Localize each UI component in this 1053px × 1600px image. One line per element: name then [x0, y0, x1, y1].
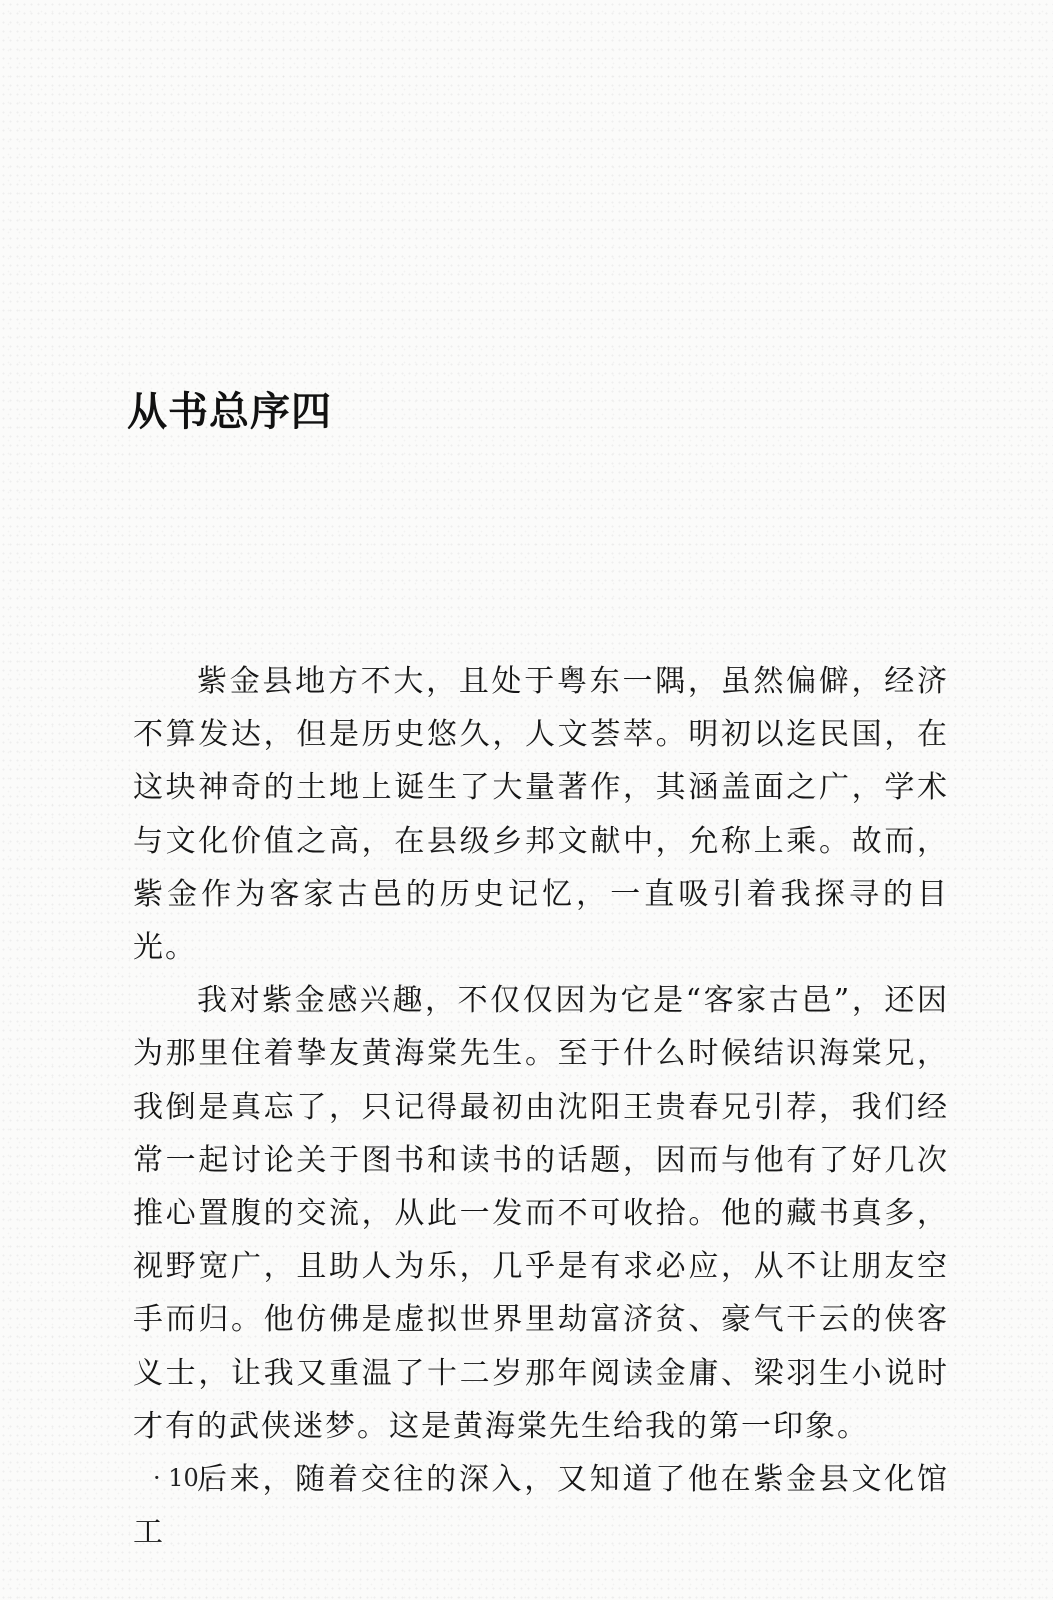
chapter-title: 从书总序四: [127, 389, 332, 435]
paragraph-1: 紫金县地方不大，且处于粤东一隅，虽然偏僻，经济不算发达，但是历史悠久，人文荟萃。明初以迄民国，在这块神奇的土地上诞生了大量著作，其涵盖面之广，学术与文化价值之高，在县级乡邦文献中，允称上乘。故而，紫金作为客家古邑的历史记忆，一直吸引着我探寻的目光。: [133, 664, 949, 966]
paragraph-3: 后来，随着交往的深入，又知道了他在紫金县文化馆工: [133, 1462, 949, 1551]
body-text: [133, 655, 949, 1559]
paragraph-2: 我对紫金感兴趣，不仅仅因为它是“客家古邑”，还因为那里住着挚友黄海棠先生。至于什么时候结识海棠兄，我倒是真忘了，只记得最初由沈阳王贵春兄引荐，我们经常一起讨论关于图书和读书的话题，因而与他有了好几次推心置腹的交流，从此一发而不可收拾。他的藏书真多，视野宽广，且助人为乐，几乎是有求必应，从不让朋友空手而归。他仿佛是虚拟世界里劫富济贫、豪气干云的侠客义士，让我又重温了十二岁那年阅读金庸、梁羽生小说时才有的武侠迷梦。这是黄海棠先生给我的第一印象。: [133, 983, 949, 1444]
page-number: · 10 ·: [153, 1464, 215, 1492]
